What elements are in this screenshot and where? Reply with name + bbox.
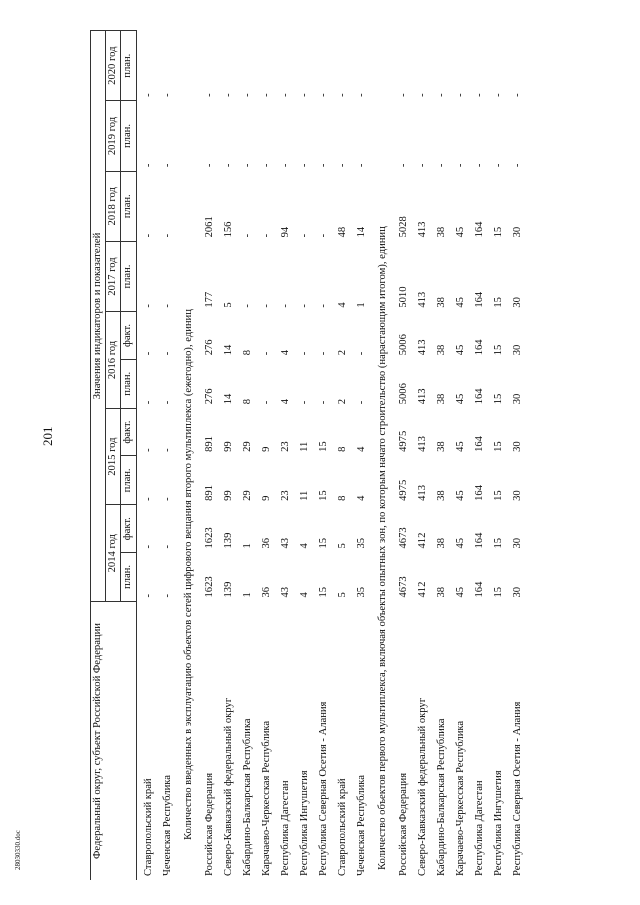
value-cell: 164	[473, 485, 485, 501]
value-cell: 45	[454, 441, 466, 452]
value-cell: 43	[279, 537, 291, 549]
value-cell: 15	[492, 226, 504, 238]
value-cell: 412	[416, 581, 428, 598]
value-cell: -	[355, 93, 367, 97]
value-cell: -	[454, 163, 466, 168]
value-cell: 30	[511, 226, 523, 238]
value-cell: -	[454, 93, 466, 97]
table-row	[355, 31, 374, 881]
value-cell: 30	[511, 490, 523, 501]
table-row	[317, 31, 336, 881]
subject-name: Ставропольский край	[336, 778, 348, 876]
subject-name: Северо-Кавказский федеральный округ	[222, 697, 234, 876]
table-row	[298, 31, 317, 881]
value-cell: 413	[416, 388, 428, 405]
value-cell: 1623	[203, 527, 215, 549]
table-row	[203, 31, 222, 881]
value-cell: 413	[416, 436, 428, 452]
subject-column-header: Федеральный округ, субъект Российской Федерации	[91, 602, 137, 881]
value-cell: 4975	[397, 430, 409, 452]
value-cell: -	[298, 233, 310, 238]
page-number: 201	[40, 426, 55, 446]
value-cell: 38	[435, 586, 447, 598]
value-cell: 38	[435, 344, 447, 356]
value-cell: 177	[203, 291, 215, 308]
subject-name: Карачаево-Черкесская Республика	[260, 720, 272, 876]
value-cell: 38	[435, 226, 447, 238]
value-cell: -	[473, 93, 485, 97]
value-cell: -	[279, 93, 291, 97]
plan-fact-header: план.	[121, 456, 136, 505]
value-cell: 38	[435, 297, 447, 308]
value-cell: 412	[416, 532, 428, 549]
plan-fact-header: план.	[121, 171, 136, 241]
table-row	[222, 31, 241, 881]
value-cell: -	[317, 400, 329, 405]
plan-fact-header: факт.	[121, 505, 136, 553]
value-cell: -	[161, 163, 173, 168]
value-cell: -	[336, 163, 348, 168]
value-cell: 4	[336, 302, 348, 308]
table-row	[473, 31, 492, 881]
table-row	[241, 31, 260, 881]
value-cell: 413	[416, 485, 428, 501]
value-cell: -	[142, 304, 154, 308]
value-cell: -	[260, 163, 272, 168]
value-cell: 4	[298, 592, 310, 598]
document-id: 28030330.doc	[14, 830, 22, 870]
value-cell: 5028	[397, 216, 409, 238]
value-cell: -	[416, 93, 428, 97]
value-cell: 45	[454, 490, 466, 501]
table-row	[454, 31, 473, 881]
value-cell: 30	[511, 586, 523, 598]
value-cell: -	[492, 163, 504, 168]
subject-name: Северо-Кавказский федеральный округ	[416, 697, 428, 876]
subject-name: Кабардино-Балкарская Республика	[435, 718, 447, 876]
value-cell: -	[142, 448, 154, 452]
value-cell: -	[511, 93, 523, 97]
value-cell: -	[203, 163, 215, 168]
value-cell: 38	[435, 393, 447, 405]
value-cell: 8	[336, 495, 348, 501]
value-cell: 38	[435, 441, 447, 452]
value-cell: -	[416, 163, 428, 168]
value-cell: 15	[317, 441, 329, 452]
value-cell: 5	[336, 592, 348, 598]
value-cell: 2	[336, 398, 348, 405]
value-cell: -	[397, 93, 409, 97]
table-row	[492, 31, 511, 881]
value-cell: 23	[279, 490, 291, 501]
value-cell: 4	[279, 350, 291, 356]
value-cell: 164	[473, 291, 485, 308]
value-cell: 15	[317, 586, 329, 598]
value-cell: -	[317, 233, 329, 238]
table-row	[397, 31, 416, 881]
plan-fact-header: план.	[121, 31, 136, 101]
value-cell: 36	[260, 537, 272, 549]
value-cell: 156	[222, 221, 234, 238]
value-cell: -	[492, 93, 504, 97]
value-cell: 23	[279, 441, 291, 452]
value-cell: 99	[222, 441, 234, 452]
subject-name: Республика Дагестан	[279, 780, 291, 876]
year-header: 2014 год	[106, 505, 121, 602]
value-cell: 38	[435, 537, 447, 549]
value-cell: -	[161, 233, 173, 238]
subject-name: Республика Северная Осетия - Алания	[511, 701, 523, 876]
subject-name: Республика Северная Осетия - Алания	[317, 701, 329, 876]
value-cell: -	[298, 93, 310, 97]
value-cell: -	[161, 304, 173, 308]
value-cell: -	[161, 93, 173, 97]
value-cell: 29	[241, 441, 253, 452]
value-cell: 15	[492, 490, 504, 501]
value-cell: 139	[222, 581, 234, 598]
year-header: 2017 год	[106, 241, 121, 311]
value-cell: 413	[416, 291, 428, 308]
value-cell: 45	[454, 297, 466, 308]
value-cell: 9	[260, 495, 272, 501]
value-cell: 5006	[397, 334, 409, 356]
table-row	[136, 31, 161, 881]
value-cell: 30	[511, 441, 523, 452]
value-cell: -	[203, 93, 215, 97]
subject-name: Республика Ингушетия	[492, 770, 504, 876]
value-cell: 35	[355, 537, 367, 549]
value-cell: 14	[222, 344, 234, 356]
value-cell: 891	[203, 485, 215, 501]
value-cell: -	[355, 400, 367, 405]
value-cell: 45	[454, 586, 466, 598]
value-cell: 1	[355, 302, 367, 308]
value-cell: 30	[511, 537, 523, 549]
year-header: 2019 год	[106, 101, 121, 171]
value-cell: -	[298, 304, 310, 308]
value-cell: -	[161, 497, 173, 501]
value-cell: 4	[279, 398, 291, 405]
value-cell: 48	[336, 226, 348, 238]
value-cell: 29	[241, 490, 253, 501]
value-cell: 14	[355, 226, 367, 238]
table-row	[336, 31, 355, 881]
value-cell: 36	[260, 586, 272, 598]
value-cell: -	[161, 593, 173, 598]
value-cell: 4673	[397, 576, 409, 598]
value-cell: 276	[203, 339, 215, 356]
value-cell: -	[298, 351, 310, 356]
value-cell: 164	[473, 388, 485, 405]
value-cell: 891	[203, 436, 215, 452]
section-heading-row	[180, 31, 203, 881]
value-cell: -	[336, 93, 348, 97]
value-cell: -	[279, 304, 291, 308]
value-cell: 5010	[397, 286, 409, 308]
value-cell: -	[473, 163, 485, 168]
subject-name: Кабардино-Балкарская Республика	[241, 718, 253, 876]
value-cell: 15	[492, 297, 504, 308]
value-cell: 8	[241, 398, 253, 405]
value-cell: 9	[260, 446, 272, 452]
table-header	[91, 31, 137, 881]
value-cell: -	[142, 351, 154, 356]
value-cell: -	[511, 163, 523, 168]
subject-name: Республика Дагестан	[473, 780, 485, 876]
table-row	[260, 31, 279, 881]
value-cell: 30	[511, 344, 523, 356]
table-row	[416, 31, 435, 881]
value-cell: -	[435, 93, 447, 97]
section-heading: Количество введенных в эксплуатацию объектов сетей цифрового вещания второго мультиплекса (ежегодно), единиц	[182, 309, 194, 840]
value-cell: -	[260, 400, 272, 405]
value-cell: 30	[511, 297, 523, 308]
value-cell: 38	[435, 490, 447, 501]
value-cell: 15	[317, 537, 329, 549]
value-cell: 15	[492, 537, 504, 549]
value-cell: -	[161, 544, 173, 549]
value-cell: -	[142, 544, 154, 549]
value-cell: 164	[473, 339, 485, 356]
value-cell: 1	[241, 543, 253, 549]
value-cell: -	[317, 163, 329, 168]
value-cell: -	[260, 304, 272, 308]
value-cell: -	[222, 93, 234, 97]
values-group-header: Значения индикаторов и показателей	[91, 31, 106, 602]
value-cell: -	[241, 163, 253, 168]
year-header: 2020 год	[106, 31, 121, 101]
value-cell: 15	[492, 344, 504, 356]
value-cell: -	[241, 233, 253, 238]
value-cell: 8	[336, 446, 348, 452]
indicator-table	[90, 30, 530, 880]
value-cell: 30	[511, 393, 523, 405]
value-cell: 5	[222, 302, 234, 308]
value-cell: -	[142, 593, 154, 598]
value-cell: -	[317, 93, 329, 97]
subject-name: Российская Федерация	[397, 772, 409, 876]
value-cell: -	[260, 93, 272, 97]
table-row	[279, 31, 298, 881]
subject-name: Чеченская Республика	[161, 775, 173, 876]
value-cell: 45	[454, 537, 466, 549]
value-cell: -	[222, 163, 234, 168]
plan-fact-header: план.	[121, 553, 136, 602]
value-cell: -	[161, 448, 173, 452]
value-cell: 2061	[203, 216, 215, 238]
value-cell: -	[142, 400, 154, 405]
value-cell: 139	[222, 532, 234, 549]
value-cell: 413	[416, 221, 428, 238]
subject-name: Чеченская Республика	[355, 775, 367, 876]
value-cell: -	[298, 400, 310, 405]
value-cell: 15	[317, 490, 329, 501]
value-cell: -	[317, 351, 329, 356]
value-cell: -	[142, 497, 154, 501]
subject-name: Ставропольский край	[142, 778, 154, 876]
value-cell: 413	[416, 339, 428, 356]
value-cell: 4673	[397, 527, 409, 549]
value-cell: -	[260, 351, 272, 356]
plan-fact-header: план.	[121, 241, 136, 311]
value-cell: 45	[454, 393, 466, 405]
section-heading: Количество объектов первого мультиплекса, включая объекты опытных зон, по которым начато строительство (нарастающим итогом), единиц	[376, 226, 388, 870]
plan-fact-header: факт.	[121, 312, 136, 360]
value-cell: 276	[203, 388, 215, 405]
table-row	[435, 31, 454, 881]
value-cell: -	[298, 163, 310, 168]
value-cell: 164	[473, 532, 485, 549]
value-cell: 45	[454, 344, 466, 356]
value-cell: -	[279, 163, 291, 168]
value-cell: 5	[336, 543, 348, 549]
subject-name: Карачаево-Черкесская Республика	[454, 720, 466, 876]
value-cell: 35	[355, 586, 367, 598]
value-cell: 15	[492, 586, 504, 598]
plan-fact-header: факт.	[121, 408, 136, 456]
value-cell: 15	[492, 441, 504, 452]
value-cell: 164	[473, 436, 485, 452]
value-cell: -	[142, 93, 154, 97]
value-cell: 14	[222, 393, 234, 405]
value-cell: -	[142, 163, 154, 168]
value-cell: 45	[454, 226, 466, 238]
value-cell: 1	[241, 592, 253, 598]
value-cell: -	[397, 163, 409, 168]
value-cell: 4	[298, 543, 310, 549]
value-cell: -	[161, 351, 173, 356]
value-cell: 11	[298, 490, 310, 501]
rotated-page-content	[90, 30, 560, 880]
value-cell: -	[435, 163, 447, 168]
plan-fact-header: план.	[121, 359, 136, 408]
year-header: 2015 год	[106, 408, 121, 505]
value-cell: 94	[279, 226, 291, 238]
value-cell: -	[317, 304, 329, 308]
value-cell: 164	[473, 221, 485, 238]
value-cell: 11	[298, 441, 310, 452]
value-cell: 15	[492, 393, 504, 405]
value-cell: 4	[355, 446, 367, 452]
value-cell: 99	[222, 490, 234, 501]
value-cell: 164	[473, 581, 485, 598]
value-cell: -	[161, 400, 173, 405]
value-cell: 8	[241, 350, 253, 356]
value-cell: -	[241, 93, 253, 97]
value-cell: 4	[355, 495, 367, 501]
table-row	[511, 31, 530, 881]
year-header: 2018 год	[106, 171, 121, 241]
value-cell: -	[355, 351, 367, 356]
plan-fact-header: план.	[121, 101, 136, 171]
value-cell: -	[355, 163, 367, 168]
value-cell: 1623	[203, 576, 215, 598]
value-cell: -	[260, 233, 272, 238]
value-cell: -	[142, 233, 154, 238]
table-row	[161, 31, 180, 881]
value-cell: -	[241, 304, 253, 308]
subject-name: Российская Федерация	[203, 772, 215, 876]
table-body	[136, 31, 530, 881]
value-cell: 2	[336, 350, 348, 356]
value-cell: 43	[279, 586, 291, 598]
subject-name: Республика Ингушетия	[298, 770, 310, 876]
year-header: 2016 год	[106, 312, 121, 409]
value-cell: 4975	[397, 479, 409, 501]
section-heading-row	[374, 31, 397, 881]
value-cell: 5006	[397, 383, 409, 405]
